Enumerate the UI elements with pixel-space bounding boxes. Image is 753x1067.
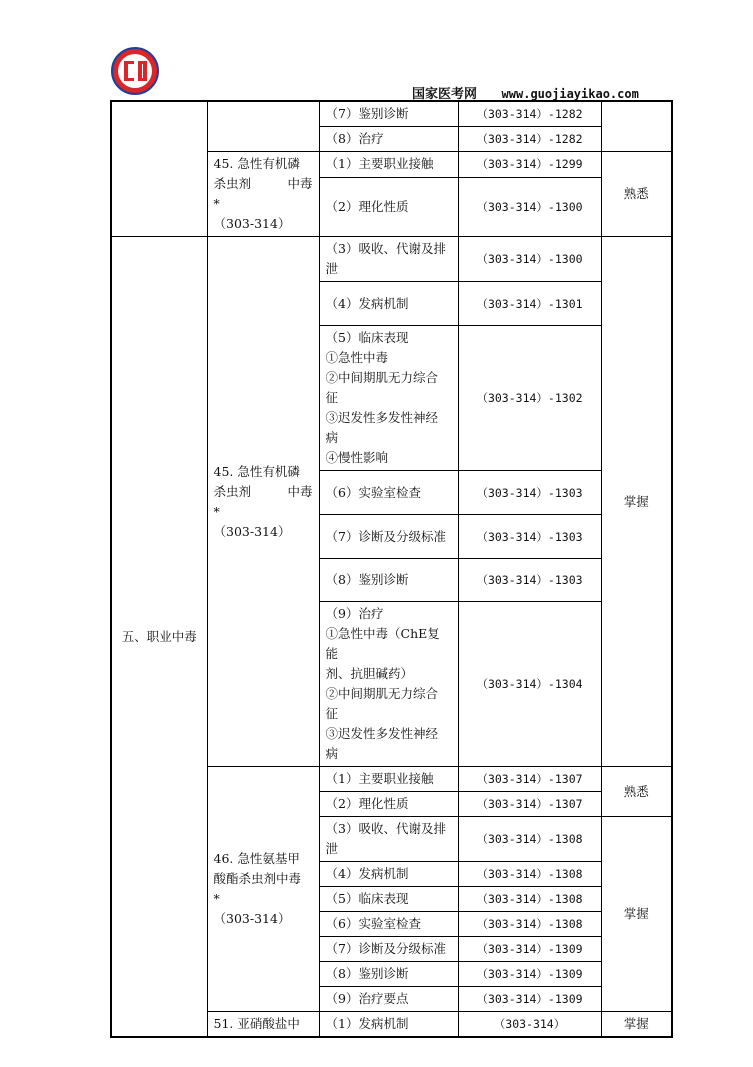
item-line: 剂、抗胆碱药） (325, 666, 414, 681)
item-line: （3）吸收、代谢及排 (325, 241, 446, 256)
item-line: （5）临床表现 (325, 330, 409, 345)
item-line: ③迟发性多发性神经 (325, 410, 439, 425)
page-ref: （303-314）-1308 (458, 887, 601, 912)
logo (110, 46, 160, 96)
item-cell: （8）鉴别诊断 (319, 962, 458, 987)
page-ref: （303-314） (458, 1012, 601, 1038)
topic-cell (207, 767, 319, 1012)
page-ref: （303-314）-1301 (458, 282, 601, 326)
item-cell: （9）治疗要点 (319, 987, 458, 1012)
item-cell: （7）诊断及分级标准 (319, 937, 458, 962)
table-row (111, 237, 672, 282)
page-ref: （303-314）-1308 (458, 817, 601, 862)
level-cell: 掌握 (601, 1012, 672, 1038)
topic-line: * (213, 891, 220, 906)
page-ref: （303-314）-1307 (458, 792, 601, 817)
topic-fragment: 中毒 (287, 483, 313, 499)
page-ref: （303-314）-1309 (458, 962, 601, 987)
syllabus-table (110, 100, 673, 1038)
topic-line: 45. 急性有机磷 (213, 156, 300, 171)
level-cell: 熟悉 (601, 767, 672, 817)
item-line: 泄 (325, 841, 339, 856)
item-cell: （8）鉴别诊断 (319, 559, 458, 602)
item-cell: （6）实验室检查 (319, 912, 458, 937)
item-cell: （8）治疗 (319, 127, 458, 152)
section-cell: 五、职业中毒 (111, 237, 207, 1038)
topic-line: 酸酯杀虫剂中毒 (213, 871, 302, 886)
topic-cell: 51. 亚硝酸盐中 (207, 1012, 319, 1038)
topic-line: * (213, 196, 220, 211)
page-ref: （303-314）-1303 (458, 471, 601, 515)
topic-line: （303-314） (213, 911, 291, 926)
item-line: 病 (325, 430, 339, 445)
item-line: （9）治疗 (325, 606, 384, 621)
topic-line: （303-314） (213, 216, 291, 231)
topic-line (214, 482, 313, 502)
topic-cell (207, 152, 319, 237)
item-cell: （2）理化性质 (319, 792, 458, 817)
item-line: ①急性中毒（ChE复能 (325, 626, 440, 661)
item-cell: （1）主要职业接触 (319, 152, 458, 178)
item-line: 泄 (325, 261, 339, 276)
table-row (111, 101, 672, 127)
page-ref: （303-314）-1304 (458, 602, 601, 767)
item-cell: （1）发病机制 (319, 1012, 458, 1038)
topic-fragment: 杀虫剂 (213, 483, 252, 499)
item-line: ④慢性影响 (325, 450, 389, 465)
page-ref: （303-314）-1309 (458, 987, 601, 1012)
item-cell: （2）理化性质 (319, 177, 458, 236)
topic-line: * (213, 503, 220, 519)
topic-line: 46. 急性氨基甲 (213, 851, 300, 866)
item-line: ②中间期肌无力综合 (325, 686, 439, 701)
page-ref: （303-314）-1303 (458, 559, 601, 602)
item-line: ①急性中毒 (325, 350, 389, 365)
item-line: 病 (325, 746, 339, 761)
level-cell: 掌握 (601, 237, 672, 767)
topic-line: （303-314） (213, 523, 291, 539)
item-cell (319, 326, 458, 471)
level-cell: 熟悉 (601, 152, 672, 237)
item-line: 征 (325, 706, 339, 721)
item-cell: （6）实验室检查 (319, 471, 458, 515)
site-name: 国家医考网 (412, 87, 478, 102)
page-ref: （303-314）-1307 (458, 767, 601, 792)
page-ref: （303-314）-1300 (458, 237, 601, 282)
item-line: 征 (325, 390, 339, 405)
topic-cell (207, 237, 319, 767)
item-cell (319, 237, 458, 282)
item-cell: （4）发病机制 (319, 282, 458, 326)
page-ref: （303-314）-1309 (458, 937, 601, 962)
item-cell: （4）发病机制 (319, 862, 458, 887)
item-cell (319, 602, 458, 767)
page-ref: （303-314）-1282 (458, 101, 601, 127)
item-cell (319, 817, 458, 862)
item-line: （3）吸收、代谢及排 (325, 821, 446, 836)
item-cell: （7）鉴别诊断 (319, 101, 458, 127)
item-cell: （1）主要职业接触 (319, 767, 458, 792)
topic-line: 45. 急性有机磷 (213, 463, 300, 479)
page-ref: （303-314）-1308 (458, 912, 601, 937)
level-cell: 掌握 (601, 817, 672, 1012)
section-cell-empty (111, 101, 207, 237)
item-cell: （5）临床表现 (319, 887, 458, 912)
page-ref: （303-314）-1299 (458, 152, 601, 178)
topic-fragment: 中毒 (287, 176, 313, 191)
topic-line (214, 174, 313, 194)
page-ref: （303-314）-1308 (458, 862, 601, 887)
topic-fragment: 杀虫剂 (213, 176, 252, 191)
page-ref: （303-314）-1302 (458, 326, 601, 471)
page-ref: （303-314）-1303 (458, 515, 601, 559)
item-line: ②中间期肌无力综合 (325, 370, 439, 385)
topic-cell-empty (207, 101, 319, 152)
item-line: ③迟发性多发性神经 (325, 726, 439, 741)
level-cell-empty (601, 101, 672, 152)
site-url: www.guojiayikao.com (501, 87, 639, 101)
page-ref: （303-314）-1300 (458, 177, 601, 236)
item-cell: （7）诊断及分级标准 (319, 515, 458, 559)
page-ref: （303-314）-1282 (458, 127, 601, 152)
